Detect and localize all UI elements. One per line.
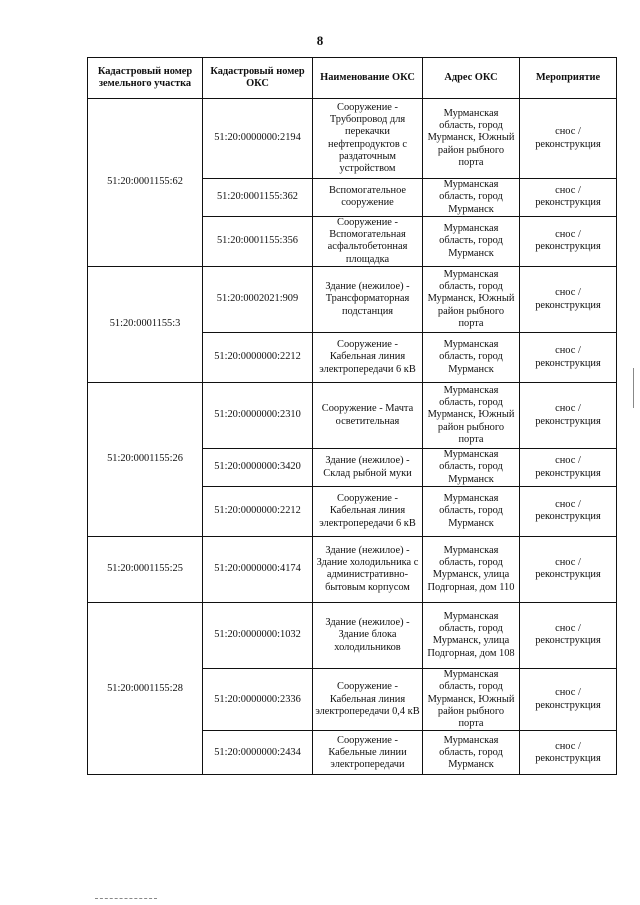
oks-address-cell: Мурманская область, город Мурманск (423, 449, 520, 487)
oks-name-cell: Сооружение - Мачта осветительная (313, 383, 423, 449)
oks-name-cell: Сооружение - Кабельная линия электропередачи 6 кВ (313, 486, 423, 536)
oks-number-cell: 51:20:0000000:2212 (203, 486, 313, 536)
table-row (88, 383, 617, 449)
action-cell: снос / реконструкция (520, 216, 617, 266)
header-oks-number: Кадастровый номер ОКС (203, 58, 313, 99)
parcel-number-cell: 51:20:0001155:28 (88, 602, 203, 774)
oks-address-cell: Мурманская область, город Мурманск, Южный район рыбного порта (423, 668, 520, 730)
oks-name-cell: Здание (нежилое) - Здание холодильника с административно-бытовым корпусом (313, 536, 423, 602)
header-oks-name: Наименование ОКС (313, 58, 423, 99)
action-cell: снос / реконструкция (520, 267, 617, 333)
action-cell: снос / реконструкция (520, 668, 617, 730)
oks-number-cell: 51:20:0001155:356 (203, 216, 313, 266)
action-cell: снос / реконструкция (520, 99, 617, 179)
table-row (88, 267, 617, 333)
header-parcel-number: Кадастровый номер земельного участка (88, 58, 203, 99)
action-cell: снос / реконструкция (520, 449, 617, 487)
action-cell: снос / реконструкция (520, 602, 617, 668)
oks-address-cell: Мурманская область, город Мурманск, Южный район рыбного порта (423, 267, 520, 333)
oks-number-cell: 51:20:0001155:362 (203, 179, 313, 217)
oks-address-cell: Мурманская область, город Мурманск (423, 179, 520, 217)
action-cell: снос / реконструкция (520, 536, 617, 602)
land-objects-table (87, 57, 617, 775)
oks-number-cell: 51:20:0000000:2434 (203, 731, 313, 775)
action-cell: снос / реконструкция (520, 731, 617, 775)
margin-mark (633, 368, 637, 408)
oks-name-cell: Сооружение - Кабельная линия электропередачи 6 кВ (313, 333, 423, 383)
table-row (88, 536, 617, 602)
oks-address-cell: Мурманская область, город Мурманск, Южный район рыбного порта (423, 383, 520, 449)
oks-number-cell: 51:20:0000000:2310 (203, 383, 313, 449)
oks-name-cell: Здание (нежилое) - Трансформаторная подстанция (313, 267, 423, 333)
oks-number-cell: 51:20:0000000:3420 (203, 449, 313, 487)
action-cell: снос / реконструкция (520, 179, 617, 217)
oks-number-cell: 51:20:0000000:2212 (203, 333, 313, 383)
oks-name-cell: Сооружение - Вспомогательная асфальтобетонная площадка (313, 216, 423, 266)
oks-name-cell: Сооружение - Трубопровод для перекачки нефтепродуктов с раздаточным устройством (313, 99, 423, 179)
parcel-number-cell: 51:20:0001155:3 (88, 267, 203, 383)
oks-address-cell: Мурманская область, город Мурманск, Южный район рыбного порта (423, 99, 520, 179)
header-oks-address: Адрес ОКС (423, 58, 520, 99)
oks-name-cell: Сооружение - Кабельные линии электропередачи (313, 731, 423, 775)
parcel-number-cell: 51:20:0001155:25 (88, 536, 203, 602)
oks-name-cell: Здание (нежилое) - Здание блока холодильников (313, 602, 423, 668)
oks-number-cell: 51:20:0002021:909 (203, 267, 313, 333)
oks-number-cell: 51:20:0000000:1032 (203, 602, 313, 668)
action-cell: снос / реконструкция (520, 333, 617, 383)
page-number: 8 (316, 33, 324, 48)
parcel-number-cell: 51:20:0001155:26 (88, 383, 203, 537)
footer-mark (95, 898, 157, 901)
oks-number-cell: 51:20:0000000:2336 (203, 668, 313, 730)
oks-address-cell: Мурманская область, город Мурманск (423, 486, 520, 536)
oks-name-cell: Здание (нежилое) - Склад рыбной муки (313, 449, 423, 487)
oks-number-cell: 51:20:0000000:4174 (203, 536, 313, 602)
oks-address-cell: Мурманская область, город Мурманск (423, 216, 520, 266)
oks-address-cell: Мурманская область, город Мурманск (423, 731, 520, 775)
parcel-number-cell: 51:20:0001155:62 (88, 99, 203, 267)
table-row (88, 602, 617, 668)
header-action: Мероприятие (520, 58, 617, 99)
oks-address-cell: Мурманская область, город Мурманск (423, 333, 520, 383)
table-row (88, 99, 617, 179)
action-cell: снос / реконструкция (520, 383, 617, 449)
oks-address-cell: Мурманская область, город Мурманск, улица Подгорная, дом 110 (423, 536, 520, 602)
oks-name-cell: Вспомогательное сооружение (313, 179, 423, 217)
oks-address-cell: Мурманская область, город Мурманск, улица Подгорная, дом 108 (423, 602, 520, 668)
action-cell: снос / реконструкция (520, 486, 617, 536)
oks-number-cell: 51:20:0000000:2194 (203, 99, 313, 179)
oks-name-cell: Сооружение - Кабельная линия электропередачи 0,4 кВ (313, 668, 423, 730)
table-header-row (88, 58, 617, 99)
